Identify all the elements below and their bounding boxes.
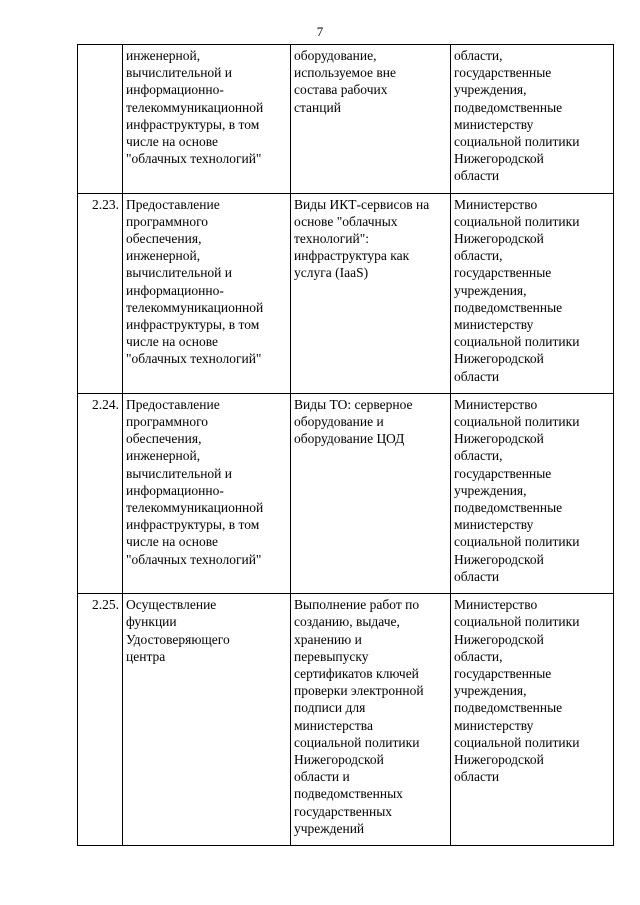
row-number-cell <box>78 45 123 194</box>
service-name-cell: Предоставление программного обеспечения, инженерной, вычислительной и информационно- телекоммуникационной инфраструктуры, в том числе на основе "облачных технологий" <box>123 193 291 393</box>
service-description-cell: Выполнение работ по созданию, выдаче, хранению и перевыпуску сертификатов ключей проверки электронной подписи для министерства социальной политики Нижегородской области и подведомственных государственных учреждений <box>291 594 451 846</box>
table-row <box>78 594 614 846</box>
responsible-party-cell: Министерство социальной политики Нижегородской области, государственные учреждения, подведомственные министерству социальной политики Нижегородской области <box>451 193 614 393</box>
row-number-cell: 2.25. <box>78 594 123 846</box>
responsible-party-cell: Министерство социальной политики Нижегородской области, государственные учреждения, подведомственные министерству социальной политики Нижегородской области <box>451 393 614 593</box>
table-row <box>78 193 614 393</box>
services-table <box>77 44 614 846</box>
table-row <box>78 45 614 194</box>
responsible-party-cell: Министерство социальной политики Нижегородской области, государственные учреждения, подведомственные министерству социальной политики Нижегородской области <box>451 594 614 846</box>
service-name-cell: инженерной, вычислительной и информационно- телекоммуникационной инфраструктуры, в том числе на основе "облачных технологий" <box>123 45 291 194</box>
service-description-cell: оборудование, используемое вне состава рабочих станций <box>291 45 451 194</box>
service-description-cell: Виды ИКТ-сервисов на основе "облачных технологий": инфраструктура как услуга (IaaS) <box>291 193 451 393</box>
row-number-cell: 2.24. <box>78 393 123 593</box>
table-row <box>78 393 614 593</box>
page-number: 7 <box>316 24 324 39</box>
service-name-cell: Осуществление функции Удостоверяющего центра <box>123 594 291 846</box>
service-name-cell: Предоставление программного обеспечения, инженерной, вычислительной и информационно- телекоммуникационной инфраструктуры, в том числе на основе "облачных технологий" <box>123 393 291 593</box>
row-number-cell: 2.23. <box>78 193 123 393</box>
service-description-cell: Виды ТО: серверное оборудование и оборудование ЦОД <box>291 393 451 593</box>
responsible-party-cell: области, государственные учреждения, подведомственные министерству социальной политики Нижегородской области <box>451 45 614 194</box>
